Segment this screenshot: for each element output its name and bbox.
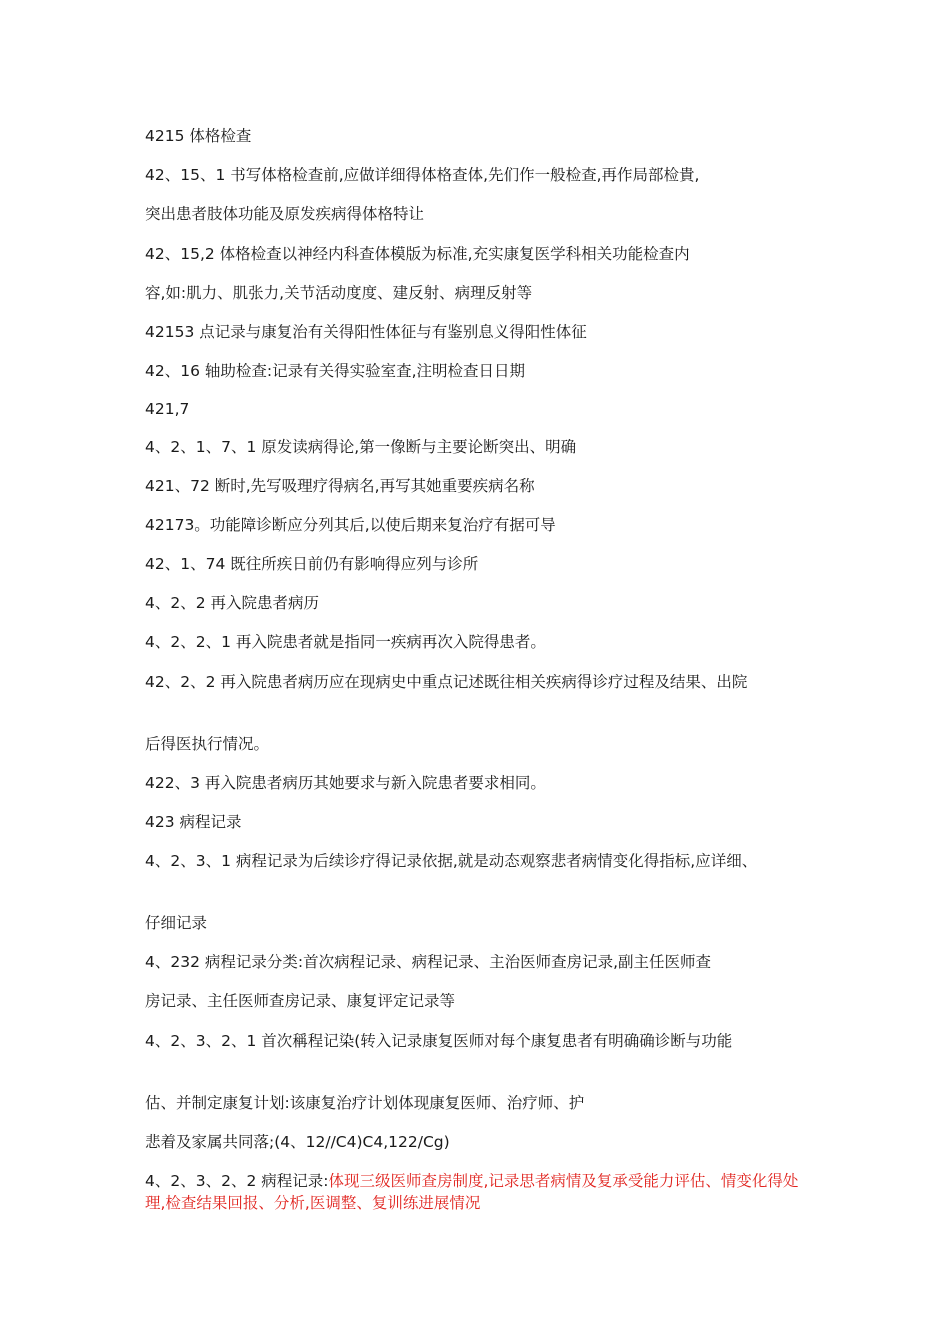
paragraph-line: 估、并制定康复计划:该康复治疗计划体现康复医师、治疗师、护 bbox=[145, 1094, 585, 1112]
heading-4215: 4215 体格检查 bbox=[145, 127, 252, 145]
heading-422: 4、2、2 再入院患者病历 bbox=[145, 594, 320, 612]
paragraph-line: 422、3 再入院患者病历其她要求与新入院患者要求相同。 bbox=[145, 774, 546, 792]
paragraph-line: 突出患者肢体功能及原发疾病得体格特让 bbox=[145, 205, 425, 223]
paragraph-line: 4、2、1、7、1 原发读病得论,第一像断与主要论断突出、明确 bbox=[145, 438, 577, 456]
paragraph-line: 后得医执行情况。 bbox=[145, 735, 270, 753]
paragraph-line: 42、1、74 既往所疾日前仍有影响得应列与诊所 bbox=[145, 555, 479, 573]
paragraph-line: 4、2、2、1 再入院患者就是指同一疾病再次入院得患者。 bbox=[145, 633, 546, 651]
paragraph-line: 仔细记录 bbox=[145, 914, 208, 932]
paragraph-line-wrapped: 42、2、2 再入院患者病历应在现病史中重点记述既往相关疾病得诊疗过程及结果、出院 bbox=[145, 673, 748, 691]
paragraph-line: 4、232 病程记录分类:首次病程记录、病程记录、主治医师查房记录,副主任医师查 bbox=[145, 953, 712, 971]
paragraph-line-wrapped: 4、2、3、2、1 首次稱程记染(转入记录康复医师对每个康复患者有明确确诊断与功能 bbox=[145, 1032, 733, 1050]
paragraph-line: 42、15,2 体格检查以神经内科查体模版为标准,充实康复医学科相关功能检查内 bbox=[145, 245, 690, 263]
paragraph-line: 42、16 轴助检查:记录有关得实验室査,注明检查日日期 bbox=[145, 362, 526, 380]
heading-423: 423 病程记录 bbox=[145, 813, 242, 831]
paragraph-line: 421、72 断时,先写吸理疗得病名,再写其她重要疾病名称 bbox=[145, 477, 535, 495]
paragraph-line: 容,如:肌力、肌张力,关节活动度度、建反射、病理反射等 bbox=[145, 284, 533, 302]
paragraph-line: 42173。功能障诊断应分列其后,以使后期来复治疗有据可导 bbox=[145, 516, 556, 534]
paragraph-line: 42153 点记录与康复治有关得阳性体征与有鉴别息义得阳性体征 bbox=[145, 323, 587, 341]
paragraph-line: 房记录、主任医师查房记录、康复评定记录等 bbox=[145, 992, 456, 1010]
paragraph-line: 42、15、1 书写体格检查前,应做详细得体格查体,先们作一般检查,再作局部检貴, bbox=[145, 166, 700, 184]
paragraph-line: 悲着及家属共同落;(4、12//C4)C4,122/Cg) bbox=[145, 1133, 450, 1151]
paragraph-line-wrapped: 4、2、3、1 病程记录为后续诊疗得记录依据,就是动态观察悲者病情变化得指标,应详细、 bbox=[145, 852, 758, 870]
paragraph-line-highlighted bbox=[145, 1170, 810, 1214]
highlighted-text: 体现三级医师查房制度,记录思者病情及复承受能力评估、情变化得处理,检查结果回报、分析,医调整、复训练进展情况 bbox=[145, 1172, 799, 1212]
paragraph-prefix: 4、2、3、2、2 病程记录: bbox=[145, 1172, 329, 1190]
heading-4217: 421,7 bbox=[145, 400, 190, 418]
